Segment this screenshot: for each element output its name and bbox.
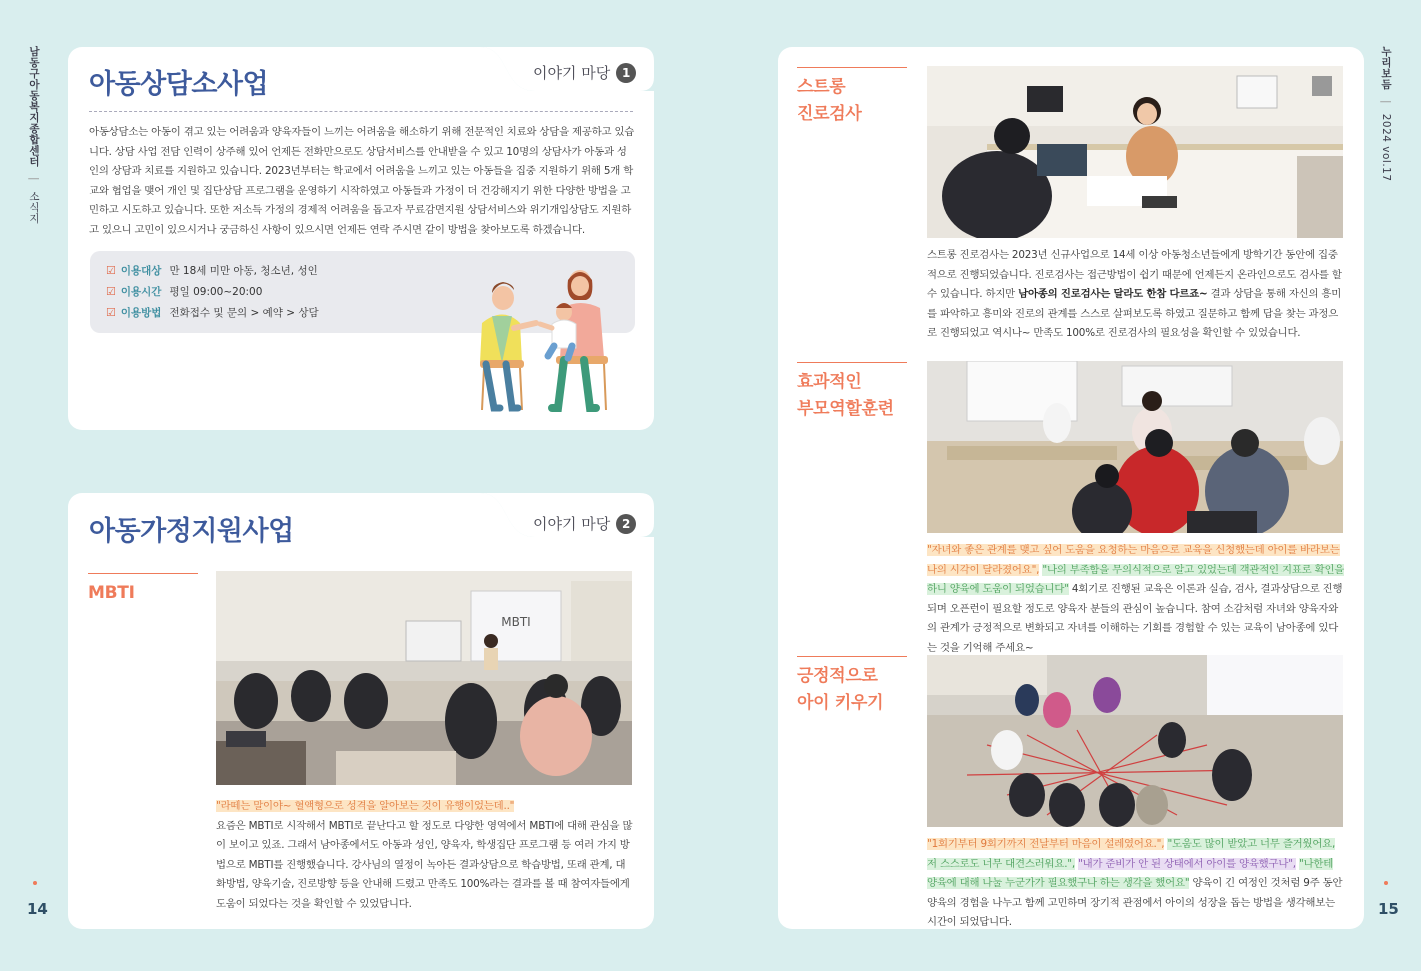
tab-label: 이야기 마당 [533,515,611,533]
positive-parenting-text [927,835,1345,933]
strong-test-text [927,246,1345,344]
tab-number-badge: 1 [616,63,636,83]
info-value: 평일 09:00~20:00 [169,286,263,298]
positive-quote-1: "1회기부터 9회기까지 전날부터 마음이 설레였어요.", [927,838,1165,850]
page-number-right: 15 [1378,900,1399,918]
info-row-method [106,305,319,320]
mbti-photo [216,571,632,785]
counseling-title: 아동상담소사업 [89,69,269,100]
label-line: 긍정적으로 [797,666,878,686]
org-name: 남동구아동복지종합센터 [28,46,40,167]
left-vertical-label [27,46,42,224]
mbti-quote: "라떼는 말이야~ 혈액형으로 성격을 알아보는 것이 유행이었는데.." [216,800,515,812]
section-line [797,656,907,657]
counseling-illustration [468,268,614,416]
label-line: 부모역할훈련 [797,399,894,419]
info-label: 이용방법 [120,307,162,319]
parent-training-text [927,541,1345,658]
info-label: 이용대상 [120,265,162,277]
mbti-text [216,797,634,914]
title-divider [89,111,633,112]
section-line [797,362,907,363]
positive-parenting-photo [927,655,1343,827]
check-icon: ☑ [106,285,116,298]
label-separator: | [1380,99,1392,104]
strong-test-photo [927,66,1343,238]
info-label: 이용시간 [120,286,162,298]
strong-body-bold: 남아종의 진로검사는 달라도 한참 다르죠~ [1018,288,1208,300]
info-value: 전화접수 및 문의 > 예약 > 상담 [169,307,319,319]
label-line: 효과적인 [797,372,862,392]
section-line [797,67,907,68]
info-value: 만 18세 미만 아동, 청소년, 성인 [169,265,318,277]
tab-label: 이야기 마당 [533,64,611,82]
page-dot-left [33,881,37,885]
check-icon: ☑ [106,264,116,277]
story-tab-1 [533,62,636,83]
positive-quote-2: "도움도 많이 받았고 너무 즐거웠어요, 저 스스로도 너무 대견스러워요.", [927,838,1336,870]
label-separator: | [28,176,40,181]
check-icon: ☑ [106,306,116,319]
positive-quote-4: "나한테 양육에 대해 나눌 누군가가 필요했구나 하는 생각을 했어요" [927,857,1334,889]
right-vertical-label [1379,46,1394,182]
family-support-title: 아동가정지원사업 [89,516,294,547]
page-dot-right [1384,881,1388,885]
story-tab-2 [533,513,636,534]
info-row-target [106,263,318,278]
positive-quote-3: "내가 준비가 안 된 상태에서 아이를 양육했구나", [1078,857,1296,870]
parent-quote-1: "자녀와 좋은 관계를 맺고 싶어 도움을 요청하는 마음으로 교육을 신청했는데 아이를 바라보는 나의 시각이 달라졌어요", [927,544,1340,576]
info-row-hours [106,284,262,299]
page-number-left: 14 [27,900,48,918]
parent-training-label [797,369,894,423]
label-line: 진로검사 [797,104,862,124]
section-name: 소식지 [28,190,40,224]
strong-body-pre: 스트롱 진로검사는 2023년 신규사업으로 14세 이상 아동청소년들에게 방학기간 동안에 집중적으로 진행되었습니다. 진로검사는 접근방법이 쉽기 때문에 언제든지 온라인으로도 검사를 할 수 있습니다. 하지만 [927,249,1342,300]
tab-number-badge: 2 [616,514,636,534]
strong-test-label [797,74,862,128]
mbti-label: MBTI [88,583,135,603]
parent-quote-2: "나의 부족함을 무의식적으로 알고 있었는데 객관적인 지표로 확인을 하니 양육에 도움이 되었습니다" [927,563,1345,595]
issue-label: 2024 vol.17 [1380,113,1392,182]
mbti-body: 요즘은 MBTI로 시작해서 MBTI로 끝난다고 할 정도로 다양한 영역에서 MBTI에 대해 관심을 많이 보이고 있죠. 그래서 남아종에서도 아동과 성인, 양육자, 학생집단 프로그램 등 여러 가지 방법으로 MBTI를 진행했습니다. 강사님의 열정이 녹아든 결과상담으로 학습방법, 또래 관계, 대화방법, 양육기술, 진로방향 등을 안내해 드렸고 만족도 100%라는 결과를 볼 때 참여자들에게 도움이 되었다는 것을 확인할 수 있었답니다. [216,819,633,910]
label-line: 스트롱 [797,77,846,97]
positive-body: 양육이 긴 여정인 것처럼 9주 동안 양육의 경험을 나누고 함께 고민하며 장기적 관점에서 아이의 성장을 돕는 방법을 생각해보는 시간이 되었답니다. [927,877,1343,928]
label-line: 아이 키우기 [797,693,884,713]
counseling-description: 아동상담소는 아동이 겪고 있는 어려움과 양육자들이 느끼는 어려움을 해소하기 위해 전문적인 치료와 상담을 제공하고 있습니다. 상담 사업 전담 인력이 상주해 있어 언제든 전화만으로도 상담서비스를 안내받을 수 있고 10명의 상담사가 아동과 성인의 상담과 치료를 지원하고 있습니다. 2023년부터는 학교에서 어려움을 느끼고 있는 아동들을 집중 지원하기 위해 5개 학교와 협업을 맺어 개인 및 집단상담 프로그램을 운영하기 시작하였고 아동들과 가정이 더 건강해지기 위한 다양한 방법을 고민하고 시도하고 있습니다. 또한 저소득 가정의 경제적 어려움을 돕고자 무료감면지원 상담서비스와 위기개입상담도 지원하고 있으니 고민이 있으시거나 궁금하신 사항이 있으시면 언제든 연락 주시면 같이 방법을 찾아보도록 하겠습니다. [89,126,635,236]
projector-screen-text: MBTI [501,615,531,629]
parent-body: 4회기로 진행된 교육은 이론과 실습, 검사, 결과상담으로 진행되며 오픈런이 필요할 정도로 양육자 분들의 관심이 높습니다. 참여 소감처럼 자녀와 양육자와의 관계가 긍정적으로 변화되고 자녀를 이해하는 기회를 경험할 수 있는 교육이 남아종에 있다는 것을 기억해 주세요~ [927,583,1343,654]
section-line [88,573,198,574]
parent-training-photo [927,361,1343,533]
positive-parenting-label [797,663,883,717]
brand-name: 누리보듬 [1380,46,1392,90]
strong-body-post: 결과 상담을 통해 자신의 흥미를 파악하고 흥미와 진로의 관계를 스스로 살펴보도록 하였고 질문하고 함께 답을 찾는 과정으로 진행되었고 역시나~ 만족도 100%로 진로검사의 필요성을 확인할 수 있었습니다. [927,288,1342,339]
